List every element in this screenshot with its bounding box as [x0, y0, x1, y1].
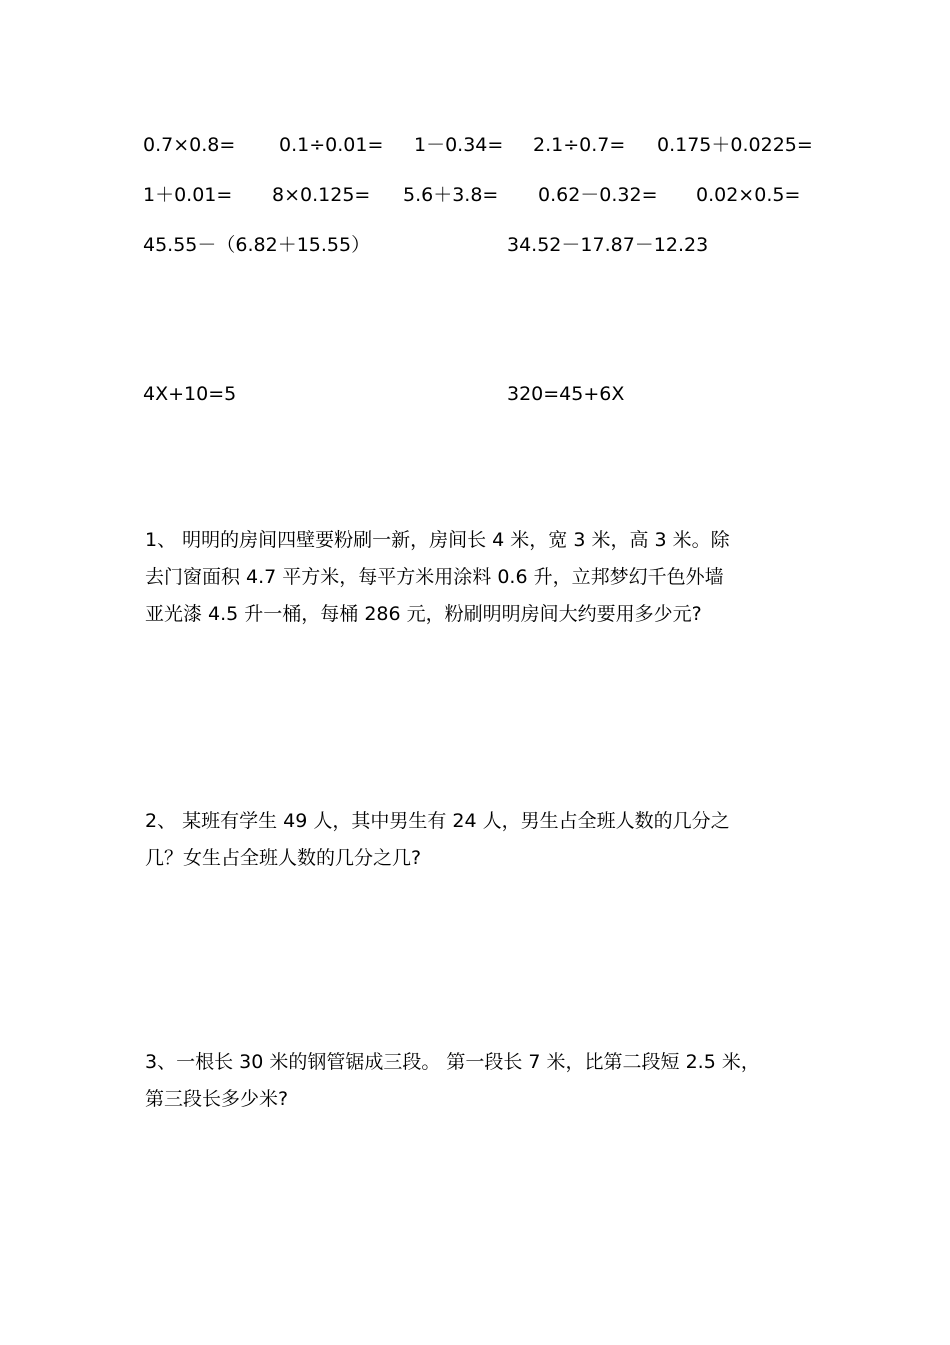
problem-line: 第三段长多少米? [145, 1088, 289, 1110]
calc-item: 0.1÷0.01= [279, 134, 384, 156]
problem-line: 2、 某班有学生 49 人，其中男生有 24 人，男生占全班人数的几分之 [145, 810, 730, 832]
problem-line: 3、一根长 30 米的钢管锯成三段。 第一段长 7 米，比第二段短 2.5 米， [145, 1051, 760, 1073]
calc-item: 1＋0.01= [143, 184, 233, 206]
equation-item: 320=45+6X [507, 383, 625, 405]
calc-item: 0.02×0.5= [696, 184, 801, 206]
calc-item: 5.6＋3.8= [403, 184, 499, 206]
calc-item: 2.1÷0.7= [533, 134, 626, 156]
expression-item: 34.52－17.87－12.23 [507, 234, 709, 256]
calc-item: 0.7×0.8= [143, 134, 236, 156]
problem-line: 去门窗面积 4.7 平方米，每平方米用涂料 0.6 升，立邦梦幻千色外墙 [145, 566, 724, 588]
word-problem [145, 803, 815, 877]
word-problem [145, 522, 815, 633]
calc-item: 0.175＋0.0225= [657, 134, 813, 156]
calc-item: 1－0.34= [414, 134, 504, 156]
word-problem [145, 1044, 815, 1118]
calc-item: 0.62－0.32= [538, 184, 658, 206]
expression-item: 45.55－（6.82＋15.55） [143, 234, 371, 256]
calc-item: 8×0.125= [272, 184, 371, 206]
problem-line: 亚光漆 4.5 升一桶，每桶 286 元，粉刷明明房间大约要用多少元? [145, 603, 702, 625]
problem-line: 1、 明明的房间四壁要粉刷一新，房间长 4 米，宽 3 米，高 3 米。除 [145, 529, 730, 551]
equation-item: 4X+10=5 [143, 383, 237, 405]
problem-line: 几？女生占全班人数的几分之几? [145, 847, 422, 869]
